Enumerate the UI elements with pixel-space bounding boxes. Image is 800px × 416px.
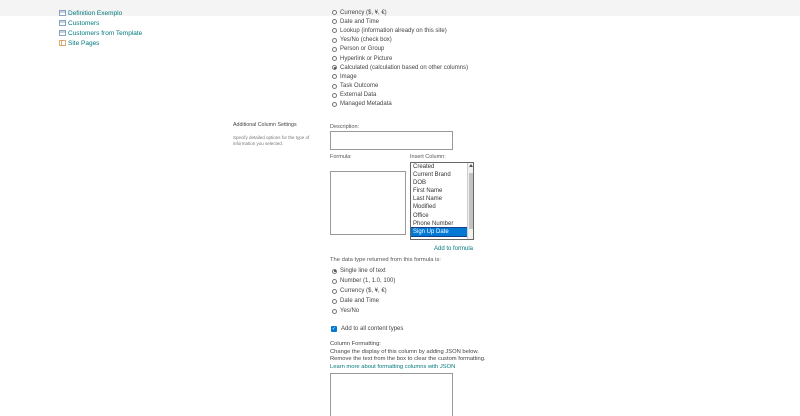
column-formatting-line1: Change the display of this column by adding JSON below. [330,348,479,355]
column-type-option[interactable]: Person or Group [332,45,468,54]
list-item[interactable]: Office [413,212,429,219]
description-label: Description: [330,124,360,130]
scroll-thumb[interactable] [469,173,473,229]
column-formatting-textarea[interactable] [330,373,453,416]
formula-label: Formula: [330,154,352,160]
nav-item-site-pages[interactable]: Site Pages [59,39,142,49]
radio-button-selected[interactable] [332,65,337,70]
scroll-up-arrow-icon[interactable] [469,164,473,167]
column-type-option[interactable]: Task Outcome [332,82,468,91]
radio-button[interactable] [332,102,337,107]
radio-button[interactable] [332,279,337,284]
additional-settings-title: Additional Column Settings [233,122,297,128]
column-type-option-calculated[interactable]: Calculated (calculation based on other columns) [332,63,468,72]
listbox-scrollbar[interactable] [467,163,473,239]
radio-button[interactable] [332,19,337,24]
list-icon [59,10,66,16]
radio-button[interactable] [332,47,337,52]
formatting-learn-more-link[interactable]: Learn more about formatting columns with JSON [330,363,456,370]
column-formatting-title: Column Formatting: [330,341,381,347]
column-type-option[interactable]: Hyperlink or Picture [332,54,468,63]
column-type-option[interactable]: Lookup (information already on this site) [332,26,468,35]
nav-item-customers-from-template[interactable]: Customers from Template [59,29,142,39]
data-type-option[interactable]: Single line of text [332,266,395,276]
column-type-list [332,8,468,109]
radio-button[interactable] [332,299,337,304]
data-type-option[interactable]: Number (1, 1.0, 100) [332,276,395,286]
insert-column-listbox[interactable] [410,162,474,240]
add-to-formula-link[interactable]: Add to formula [434,246,474,252]
radio-button[interactable] [332,56,337,61]
radio-button-selected[interactable] [332,269,337,274]
list-icon [59,30,66,36]
list-item[interactable]: Phone Number [413,220,454,227]
insert-column-label: Insert Column: [410,154,446,160]
column-type-option[interactable]: Date and Time [332,17,468,26]
description-textarea[interactable] [330,131,453,150]
list-item[interactable]: Last Name [413,196,443,203]
list-item[interactable]: Current Brand [413,172,451,179]
column-type-option[interactable]: Yes/No (check box) [332,36,468,45]
left-nav [59,9,142,49]
radio-button[interactable] [332,74,337,79]
list-item[interactable]: Created [413,164,435,170]
column-type-option[interactable]: Currency ($, ¥, €) [332,8,468,17]
radio-button[interactable] [332,38,337,43]
pages-icon [59,40,66,46]
column-formatting-section [330,341,486,371]
column-type-option[interactable]: Managed Metadata [332,100,468,109]
data-type-label: The data type returned from this formula is: [330,257,441,263]
list-item[interactable]: DOB [413,180,427,187]
radio-button[interactable] [332,93,337,98]
data-type-option[interactable]: Date and Time [332,296,395,306]
column-formatting-line2: Remove the text from the box to clear the custom formatting. [330,356,486,363]
checkbox-checked-icon[interactable]: ✓ [331,325,337,332]
list-item-selected[interactable]: Sign Up Date [411,228,473,236]
radio-button[interactable] [332,289,337,294]
additional-settings-desc: Specify detailed options for the type of information you selected. [233,135,310,146]
radio-button[interactable] [332,28,337,33]
nav-item-customers[interactable]: Customers [59,19,142,29]
radio-button[interactable] [332,10,337,15]
data-type-list [332,266,395,316]
list-icon [59,20,66,26]
list-item[interactable]: Modified [413,204,436,211]
list-item[interactable]: First Name [413,188,443,195]
column-type-option[interactable]: External Data [332,91,468,100]
radio-button[interactable] [332,84,337,89]
radio-button[interactable] [332,309,337,314]
data-type-option[interactable]: Currency ($, ¥, €) [332,286,395,296]
formula-textarea[interactable] [330,171,406,235]
nav-item-definition[interactable]: Definition Exemplo [59,9,142,19]
data-type-option[interactable]: Yes/No [332,306,395,316]
column-type-option[interactable]: Image [332,72,468,81]
add-all-content-types[interactable]: ✓ Add to all content types [331,325,404,332]
